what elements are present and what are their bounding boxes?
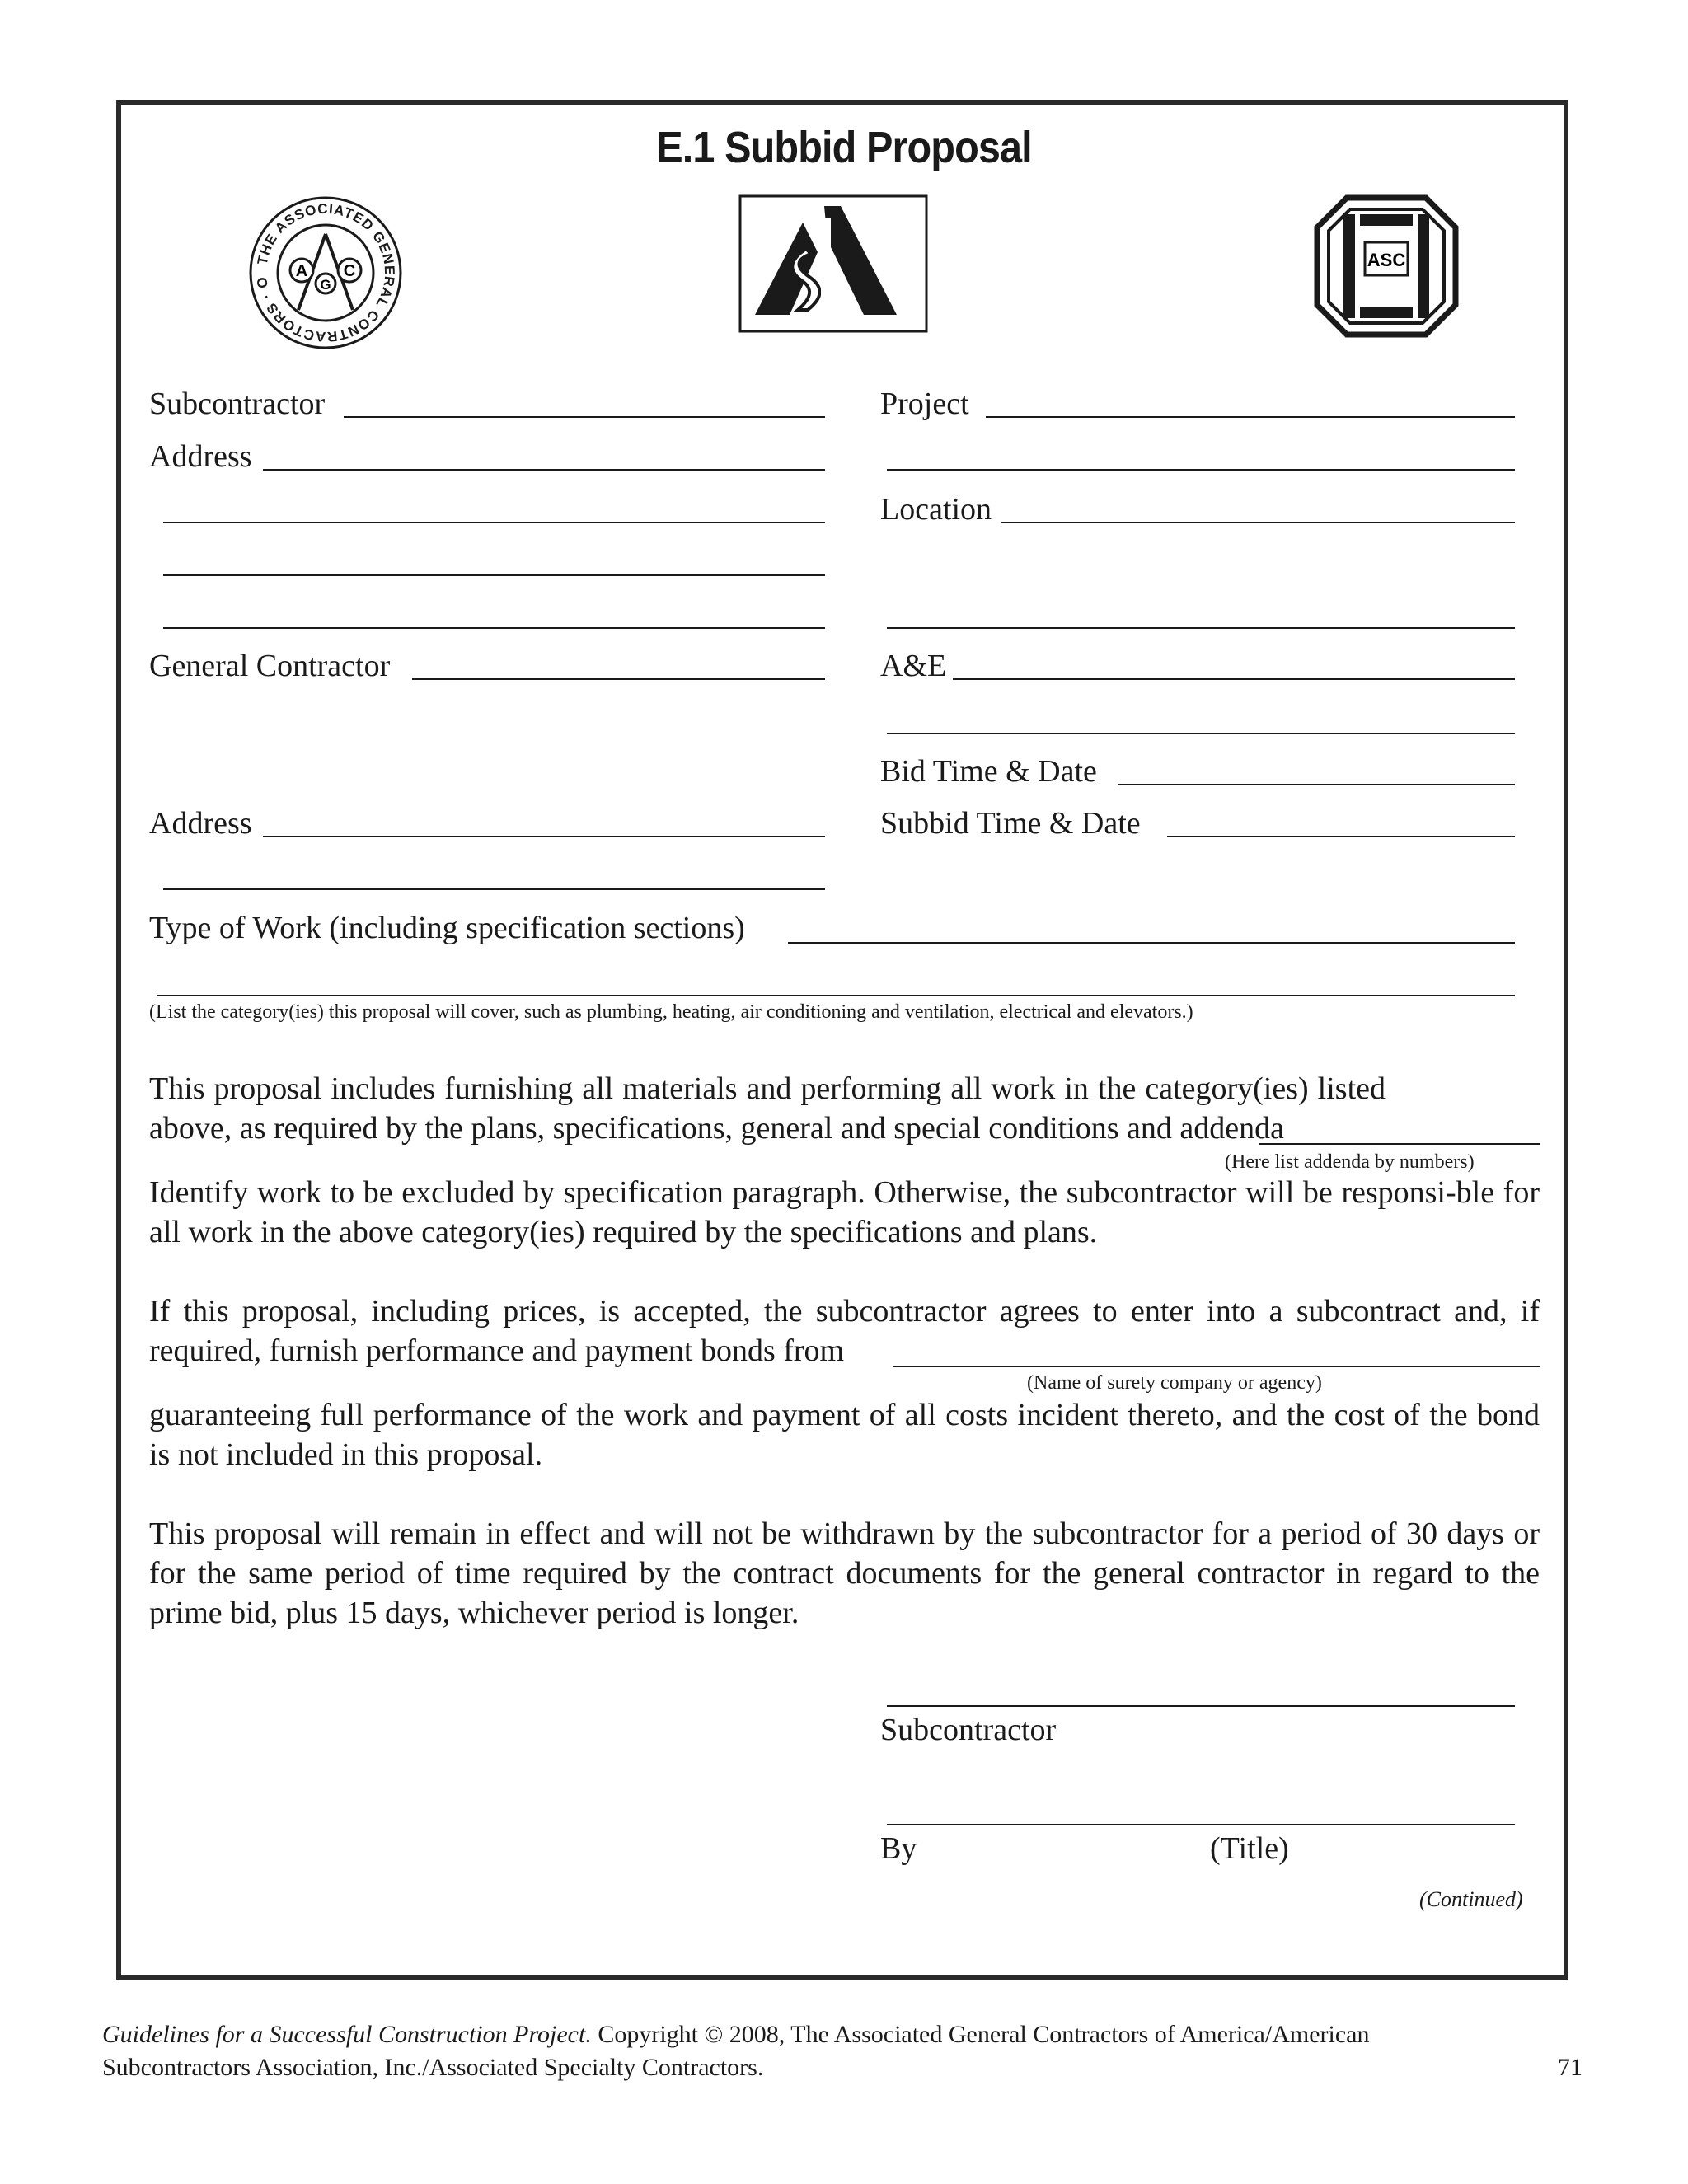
- asc-logo: [1314, 194, 1459, 338]
- address-field-line-4[interactable]: [163, 627, 825, 629]
- gc-address-label: Address: [149, 806, 252, 841]
- subcontractor-signature-field[interactable]: [887, 1705, 1515, 1707]
- title-label: (Title): [1210, 1831, 1289, 1866]
- location-field-line-2[interactable]: [887, 627, 1515, 629]
- subbid-time-label: Subbid Time & Date: [880, 806, 1141, 841]
- by-label: By: [880, 1831, 917, 1866]
- address-field-line-3[interactable]: [163, 574, 825, 576]
- agc-letter-c: C: [343, 262, 356, 280]
- page-footer: [102, 2018, 1369, 2084]
- general-contractor-label: General Contractor: [149, 649, 391, 683]
- page-number: 71: [1558, 2054, 1582, 2081]
- subcontractor-label: Subcontractor: [149, 387, 326, 421]
- agc-ring-text: THE ASSOCIATED GENERAL CONTRACTORS · O: [253, 200, 398, 345]
- gc-address-field-line-1[interactable]: [263, 836, 825, 837]
- asa-logo: [738, 194, 928, 333]
- addenda-note: (Here list addenda by numbers): [1225, 1151, 1475, 1173]
- type-of-work-field-line-2[interactable]: [157, 995, 1515, 996]
- ae-field-line-1[interactable]: [953, 678, 1515, 680]
- by-signature-field[interactable]: [887, 1824, 1515, 1825]
- project-field-line-1[interactable]: [986, 416, 1515, 418]
- agc-seal-logo: [247, 194, 404, 351]
- surety-field[interactable]: [893, 1366, 1540, 1367]
- surety-note: (Name of surety company or agency): [1027, 1372, 1322, 1394]
- effect-period-paragraph: This proposal will remain in effect and will not be withdrawn by the subcontractor for a period of 30 days or for the same period of time required by the contract documents for the general contractor in regard to the prime bid, plus 15 days, whichever period is longer.: [149, 1516, 1540, 1630]
- type-of-work-field-line-1[interactable]: [788, 942, 1515, 944]
- project-field-line-2[interactable]: [887, 469, 1515, 471]
- general-contractor-field[interactable]: [412, 678, 825, 680]
- type-of-work-label: Type of Work (including specification sections): [149, 911, 745, 945]
- agc-letter-a: A: [295, 262, 308, 280]
- footer-book-title: Guidelines for a Successful Construction Project.: [102, 2021, 592, 2048]
- subbid-time-field[interactable]: [1167, 836, 1515, 837]
- continued-note: (Continued): [1419, 1887, 1523, 1911]
- address-field-line-1[interactable]: [263, 469, 825, 471]
- gc-address-field-line-2[interactable]: [163, 888, 825, 890]
- subcontractor-field[interactable]: [344, 416, 825, 418]
- form-title: E.1 Subbid Proposal: [656, 123, 1032, 172]
- exclusions-paragraph: Identify work to be excluded by specification paragraph. Otherwise, the subcontractor will be responsi-ble for all work in the above category(ies) required by the specifications and plans.: [149, 1175, 1540, 1249]
- ae-label: A&E: [880, 649, 947, 683]
- footer-copyright-line-2: Subcontractors Association, Inc./Associated Specialty Contractors.: [102, 2054, 764, 2081]
- address-label: Address: [149, 439, 252, 474]
- addenda-field[interactable]: [1259, 1143, 1540, 1145]
- project-label: Project: [880, 387, 969, 421]
- location-field-line-1[interactable]: [1001, 522, 1515, 523]
- footer-copyright-line-1: Copyright © 2008, The Associated General Contractors of America/American: [598, 2021, 1370, 2048]
- category-note: (List the category(ies) this proposal will cover, such as plumbing, heating, air conditioning and ventilation, electrical and elevators.): [149, 1001, 1193, 1023]
- location-label: Location: [880, 492, 992, 527]
- proposal-paragraph-1: This proposal includes furnishing all materials and performing all work in the category(ies) listed above, as required by the plans, specifications, general and special conditions and addenda: [149, 1071, 1386, 1146]
- asc-text: ASC: [1367, 250, 1406, 270]
- bond-guarantee-paragraph: guaranteeing full performance of the work and payment of all costs incident thereto, and the cost of the bond is not included in this proposal.: [149, 1398, 1540, 1472]
- ae-field-line-2[interactable]: [887, 733, 1515, 734]
- address-field-line-2[interactable]: [163, 522, 825, 523]
- form-border: [116, 100, 1568, 1980]
- bond-paragraph: If this proposal, including prices, is accepted, the subcontractor agrees to enter into a subcontract and, if required, furnish performance and payment bonds from: [149, 1294, 1540, 1368]
- bid-time-label: Bid Time & Date: [880, 754, 1097, 789]
- agc-letter-g: G: [320, 277, 331, 293]
- bid-time-field[interactable]: [1118, 784, 1515, 785]
- subcontractor-signature-label: Subcontractor: [880, 1713, 1057, 1747]
